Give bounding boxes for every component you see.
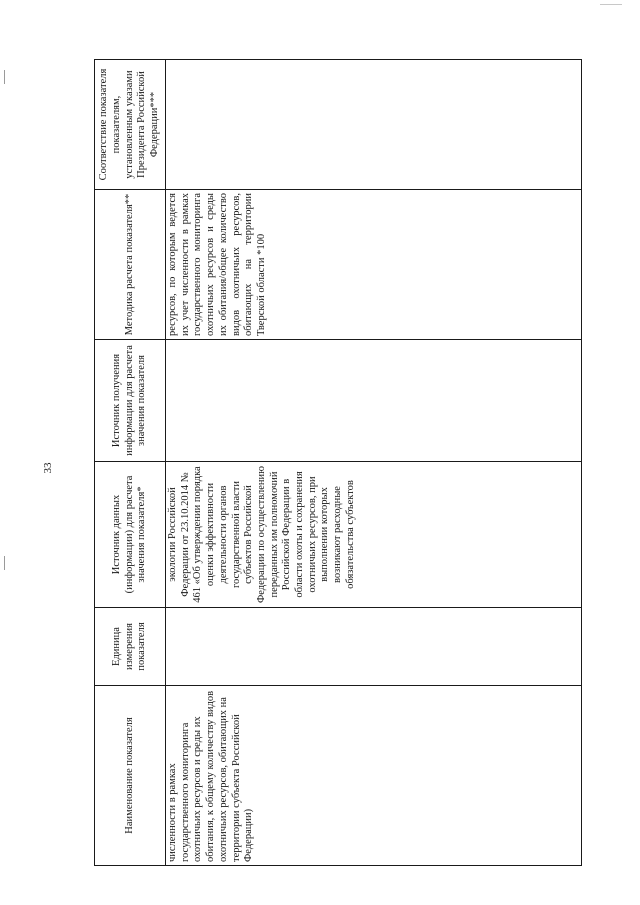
cell-compliance bbox=[166, 60, 582, 190]
header-data-source: Источник данных (информации) для расчета значения показателя* bbox=[95, 462, 166, 608]
cell-unit bbox=[166, 608, 582, 686]
cell-info-source bbox=[166, 340, 582, 462]
header-indicator-name: Наименование показателя bbox=[95, 686, 166, 866]
header-info-source: Источник получения информации для расчета значения показателя bbox=[95, 340, 166, 462]
header-method: Методика расчета показателя** bbox=[95, 190, 166, 340]
cell-method: ресурсов, по которым ведется их учет численности в рамках государственного мониторинга охотничьих ресурсов и среды их обитания/общее количество видов охотничьих ресурсов, обитающих на территории Тверской области *100 bbox=[166, 190, 582, 340]
margin-mark-top bbox=[4, 70, 5, 84]
rotated-table-container bbox=[94, 60, 582, 866]
cell-indicator-name: численности в рамках государственного мониторинга охотничьих ресурсов и среды их обитания, к общему количеству видов охотничьих ресурсов, обитающих на территории субъекта Российской Федерации) bbox=[166, 686, 582, 866]
indicator-table bbox=[94, 59, 582, 866]
corner-mark bbox=[600, 4, 622, 5]
page-number: 33 bbox=[42, 462, 54, 474]
table-header-row bbox=[95, 60, 166, 866]
margin-mark-bottom bbox=[4, 556, 5, 570]
cell-data-source: экологии Российской Федерации от 23.10.2014 № 461 «Об утверждении порядка оценки эффективности деятельности органов государственной власти субъектов Российской Федерации по осуществлению переданных им полномочий Российской Федерации в области охоты и сохранения охотничьих ресурсов, при выполнении которых возникают расходные обязательства субъектов bbox=[166, 462, 582, 608]
header-compliance: Соответствие показателя показателям, установленным указами Президента Российской Федерации*** bbox=[95, 60, 166, 190]
table-row bbox=[166, 60, 582, 866]
header-unit: Единица измерения показателя bbox=[95, 608, 166, 686]
